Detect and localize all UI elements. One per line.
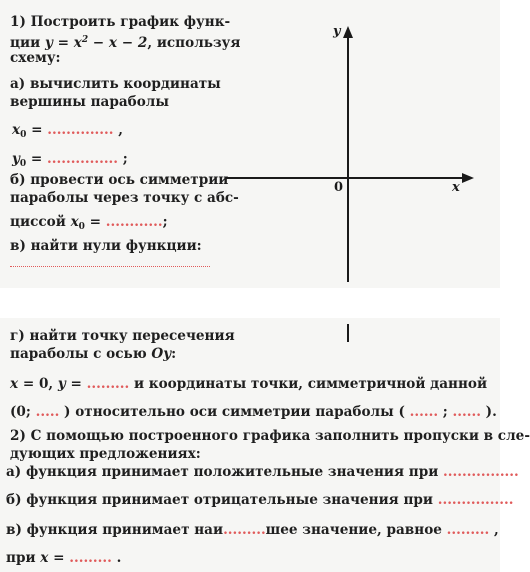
- zeros-answer-line[interactable]: [10, 266, 210, 267]
- point-blank-3[interactable]: ......: [452, 404, 481, 420]
- y-axis-arrow-icon: [343, 26, 353, 38]
- task1-g-line2: параболы с осью Oy:: [10, 346, 177, 362]
- task1-a-line1: а) вычислить координаты: [10, 76, 221, 92]
- extremum-x-blank[interactable]: .........: [69, 550, 112, 566]
- task2-line2: дующих предложениях:: [10, 446, 201, 462]
- extremum-value-blank[interactable]: .........: [446, 522, 490, 538]
- axis-x0-blank[interactable]: ............: [105, 214, 163, 230]
- y-axis-continuation: [347, 324, 349, 342]
- intersection-row: x = 0, y = ......... и координаты точки, симметричной данной: [10, 376, 488, 392]
- task2-b: б) функция принимает отрицательные значения при ................: [6, 492, 514, 508]
- task1-v-line: в) найти нули функции:: [10, 238, 202, 254]
- task1-line3: схему:: [10, 50, 61, 66]
- y-axis-label: y: [333, 24, 341, 39]
- task1-b-line2: параболы через точку с абс-: [10, 190, 239, 206]
- task1-line1: 1) Построить график функ-: [10, 14, 231, 30]
- positive-interval-blank[interactable]: ................: [443, 464, 519, 480]
- y-intercept-blank[interactable]: .........: [86, 376, 130, 392]
- y0-row: $y_0$ = ............... ;: [12, 151, 128, 169]
- task1-line2: ции $y = x^2 - x - 2$, используя: [10, 35, 241, 51]
- task1-b-line3: циссой $x_0$ = ............;: [10, 214, 168, 232]
- task2-line1: 2) С помощью построенного графика заполнить пропуски в сле-: [10, 428, 530, 444]
- x-axis-label: x: [452, 180, 460, 195]
- task1-b-line1: б) провести ось симметрии: [10, 172, 229, 188]
- task2-last: при x = ......... .: [6, 550, 122, 566]
- x0-blank[interactable]: ..............: [47, 122, 114, 138]
- task1-g-line1: г) найти точку пересечения: [10, 328, 235, 344]
- symmetric-point-row: (0; ..... ) относительно оси симметрии параболы ( ...... ; ...... ).: [10, 404, 497, 420]
- task2-v: в) функция принимает наи.........шее значение, равное ......... ,: [6, 522, 499, 538]
- task2-a: а) функция принимает положительные значения при ................: [6, 464, 519, 480]
- function-formula: $y = x^2 - x - 2$: [44, 35, 148, 51]
- x-axis-arrow-icon: [462, 173, 474, 183]
- extremum-word-blank[interactable]: .........: [223, 522, 266, 538]
- negative-interval-blank[interactable]: ................: [437, 492, 514, 508]
- origin-label: 0: [334, 180, 344, 195]
- point-blank-2[interactable]: ......: [409, 404, 439, 420]
- x0-row: $x_0$ = .............. ,: [12, 122, 123, 140]
- y0-blank[interactable]: ...............: [47, 151, 119, 167]
- point-blank-1[interactable]: .....: [35, 404, 60, 420]
- task1-a-line2: вершины параболы: [10, 94, 170, 110]
- coordinate-plane[interactable]: [226, 20, 500, 282]
